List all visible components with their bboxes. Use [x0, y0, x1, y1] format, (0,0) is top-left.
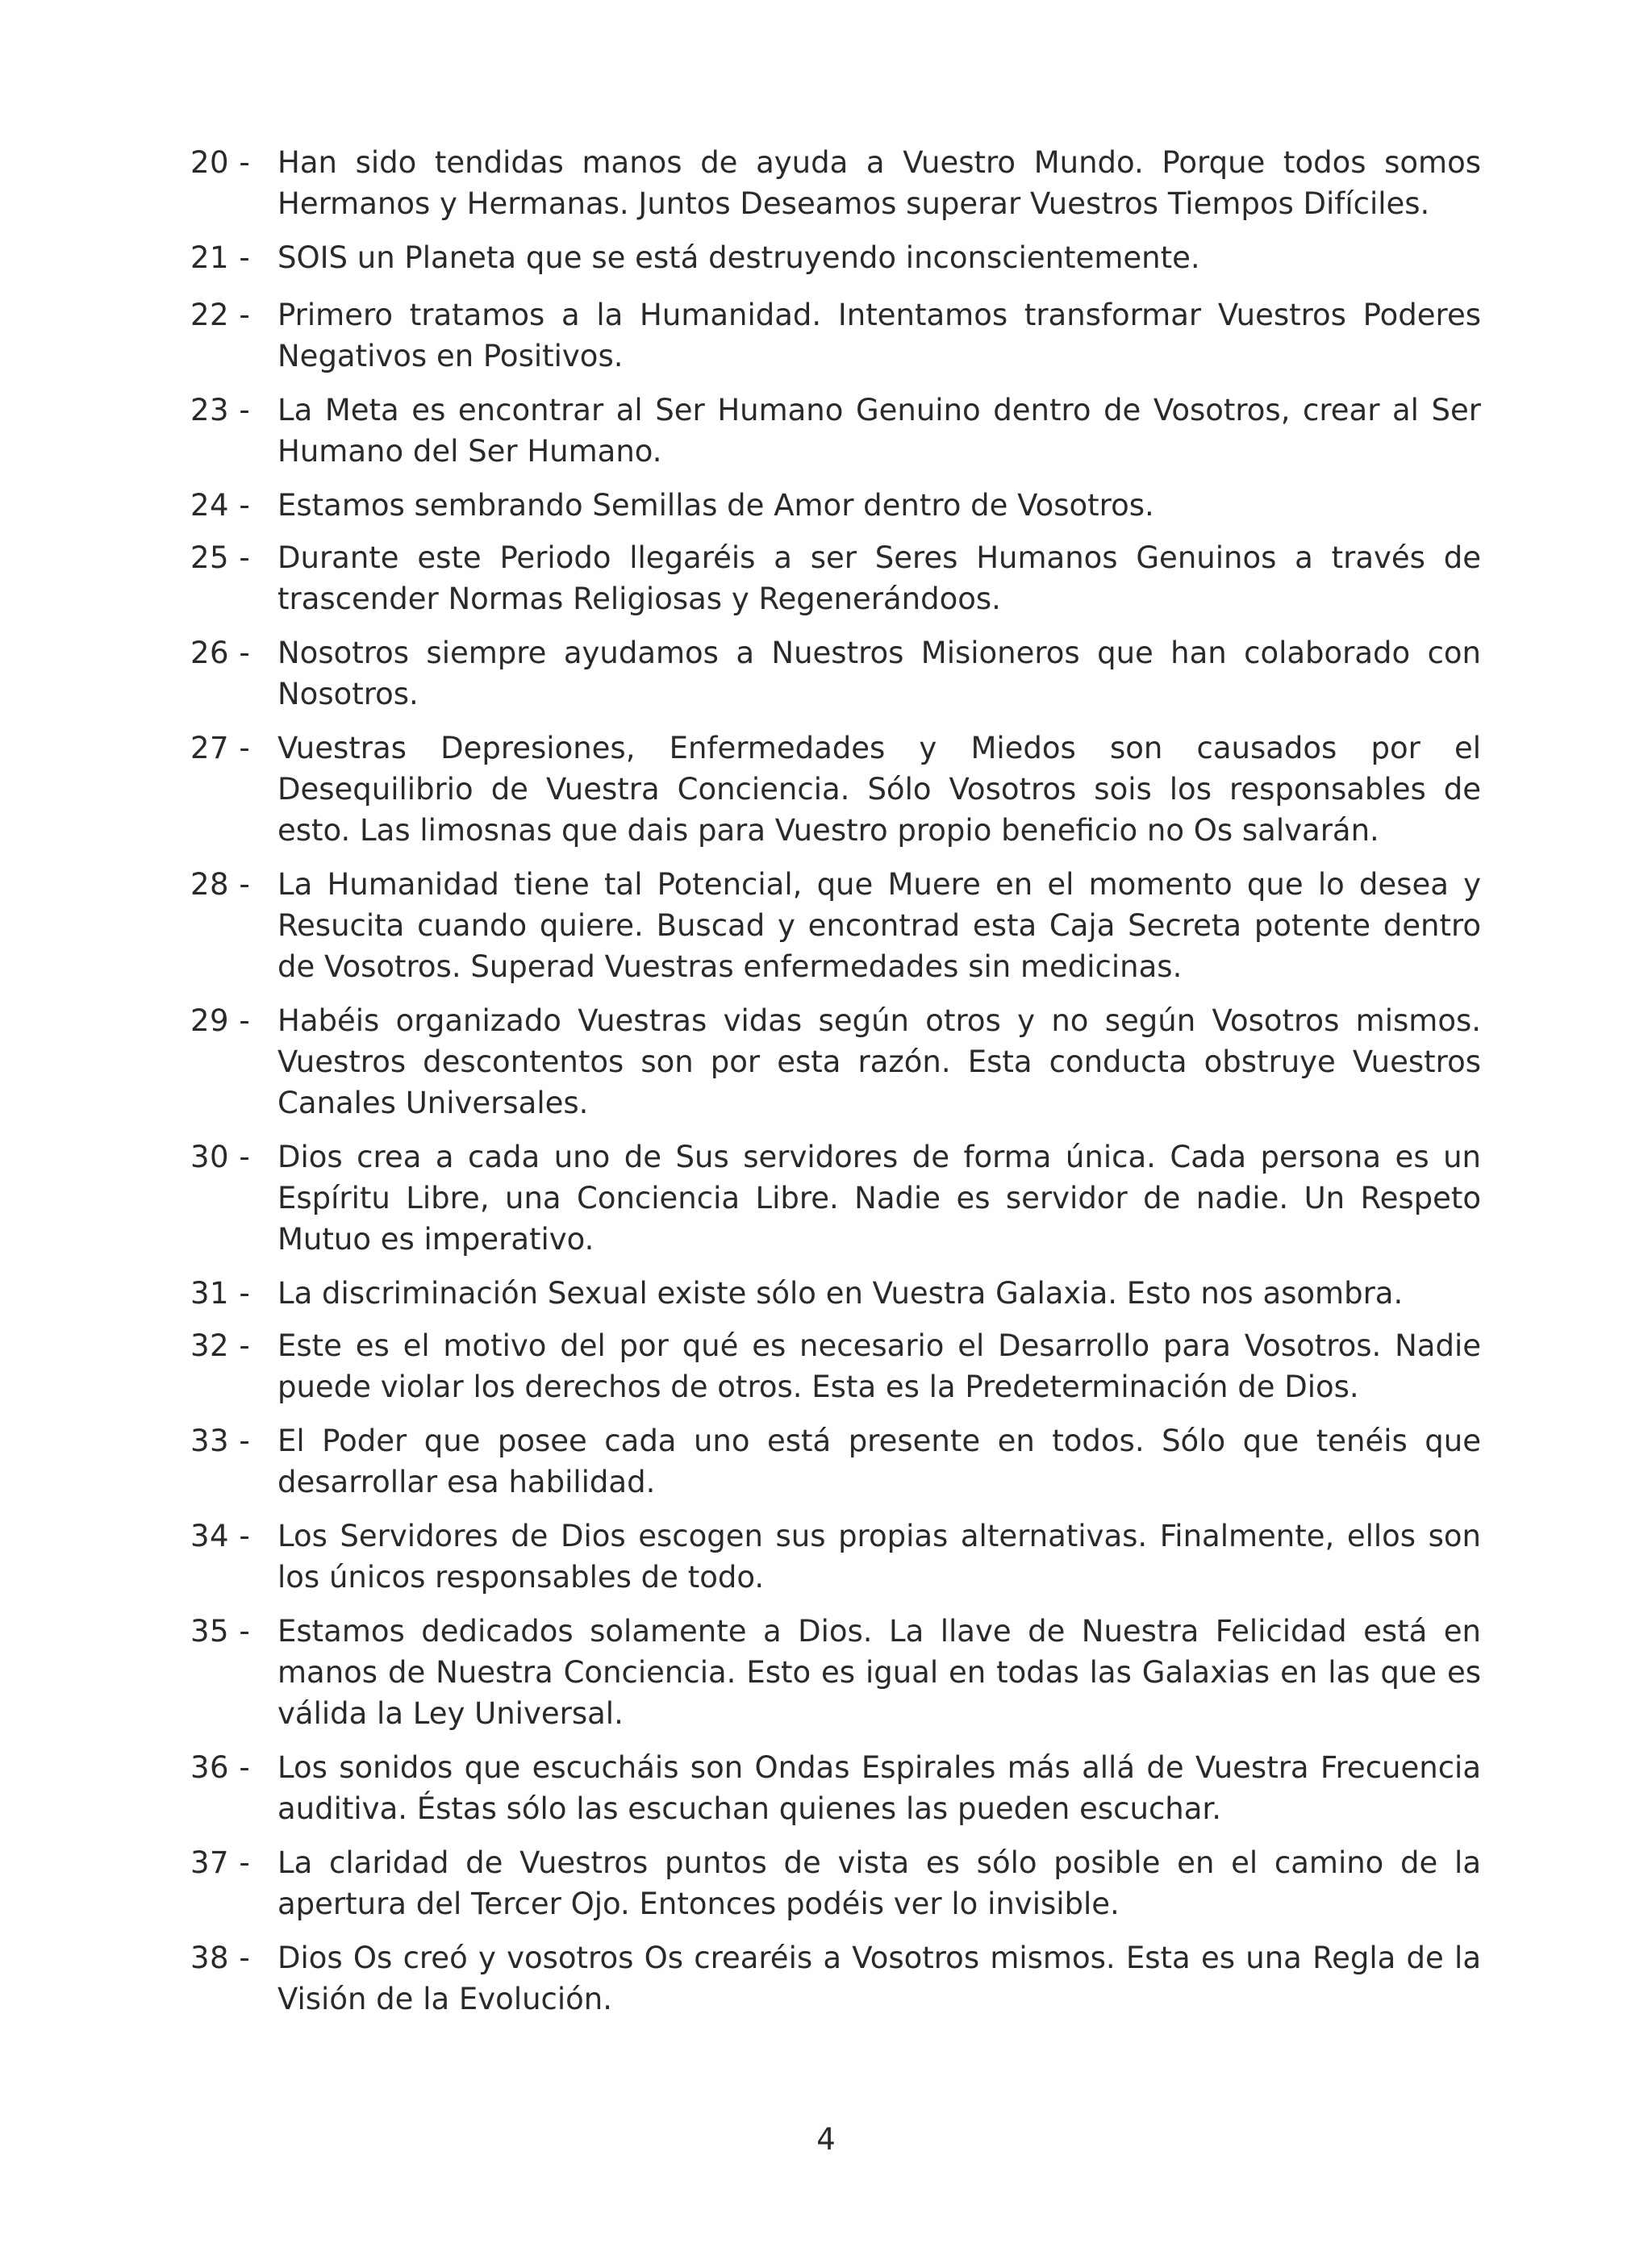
- item-number: 22 -: [190, 298, 251, 332]
- list-item: [190, 728, 1481, 851]
- item-text: Nosotros siempre ayudamos a Nuestros Misioneros que han colaborado con Nosotros.: [277, 636, 1481, 711]
- item-number: 32 -: [190, 1328, 251, 1363]
- item-text: Han sido tendidas manos de ayuda a Vuestro Mundo. Porque todos somos Hermanos y Hermanas. Juntos Deseamos superar Vuestros Tiempos Difíciles.: [277, 145, 1481, 221]
- list-item: [190, 1000, 1481, 1124]
- item-text: Primero tratamos a la Humanidad. Intentamos transformar Vuestros Poderes Negativos en Positivos.: [277, 298, 1481, 373]
- item-number: 30 -: [190, 1140, 251, 1174]
- item-number: 31 -: [190, 1276, 251, 1311]
- item-text: SOIS un Planeta que se está destruyendo inconscientemente.: [277, 240, 1200, 275]
- item-text: Este es el motivo del por qué es necesario el Desarrollo para Vosotros. Nadie puede violar los derechos de otros. Esta es la Predeterminación de Dios.: [277, 1328, 1481, 1404]
- item-number: 33 -: [190, 1424, 251, 1458]
- list-item: [190, 237, 1481, 278]
- item-number: 37 -: [190, 1845, 251, 1880]
- item-text: Los Servidores de Dios escogen sus propias alternativas. Finalmente, ellos son los únicos responsables de todo.: [277, 1519, 1481, 1595]
- item-text: Estamos sembrando Semillas de Amor dentro de Vosotros.: [277, 488, 1154, 523]
- item-text: La Meta es encontrar al Ser Humano Genuino dentro de Vosotros, crear al Ser Humano del Ser Humano.: [277, 393, 1481, 469]
- list-item: [190, 142, 1481, 224]
- list-item: [190, 1420, 1481, 1503]
- item-text: Durante este Periodo llegaréis a ser Seres Humanos Genuinos a través de trascender Normas Religiosas y Regenerándoos.: [277, 540, 1481, 616]
- list-item: [190, 485, 1481, 526]
- item-number: 29 -: [190, 1003, 251, 1038]
- item-number: 26 -: [190, 636, 251, 670]
- item-text: Dios crea a cada uno de Sus servidores de forma única. Cada persona es un Espíritu Libre, una Conciencia Libre. Nadie es servidor de nadie. Un Respeto Mutuo es imperativo.: [277, 1140, 1481, 1257]
- item-text: Los sonidos que escucháis son Ondas Espirales más allá de Vuestra Frecuencia auditiva. Éstas sólo las escuchan quienes las pueden escuchar.: [277, 1750, 1481, 1826]
- list-item: [190, 1516, 1481, 1598]
- item-number: 20 -: [190, 145, 251, 180]
- item-text: Estamos dedicados solamente a Dios. La llave de Nuestra Felicidad está en manos de Nuestra Conciencia. Esto es igual en todas las Galaxias en las que es válida la Ley Universal.: [277, 1614, 1481, 1731]
- item-number: 21 -: [190, 240, 251, 275]
- numbered-list: [190, 142, 1481, 2020]
- list-item: [190, 390, 1481, 472]
- item-text: La Humanidad tiene tal Potencial, que Muere en el momento que lo desea y Resucita cuando quiere. Buscad y encontrad esta Caja Secreta potente dentro de Vosotros. Superad Vuestras enfermedades sin medicinas.: [277, 867, 1481, 984]
- item-number: 27 -: [190, 731, 251, 765]
- list-item: [190, 294, 1481, 377]
- list-item: [190, 1842, 1481, 1924]
- list-item: [190, 1136, 1481, 1260]
- item-number: 25 -: [190, 540, 251, 575]
- item-number: 38 -: [190, 1941, 251, 1975]
- list-item: [190, 537, 1481, 619]
- item-number: 34 -: [190, 1519, 251, 1553]
- list-item: [190, 864, 1481, 987]
- item-text: Habéis organizado Vuestras vidas según otros y no según Vosotros mismos. Vuestros descontentos son por esta razón. Esta conducta obstruye Vuestros Canales Universales.: [277, 1003, 1481, 1120]
- item-number: 24 -: [190, 488, 251, 523]
- list-item: [190, 1937, 1481, 2020]
- list-item: [190, 1325, 1481, 1407]
- page-number: 4: [816, 2122, 836, 2157]
- list-item: [190, 1273, 1481, 1314]
- item-text: Dios Os creó y vosotros Os crearéis a Vosotros mismos. Esta es una Regla de la Visión de la Evolución.: [277, 1941, 1481, 2016]
- item-text: El Poder que posee cada uno está presente en todos. Sólo que tenéis que desarrollar esa habilidad.: [277, 1424, 1481, 1499]
- list-item: [190, 632, 1481, 715]
- item-text: La discriminación Sexual existe sólo en Vuestra Galaxia. Esto nos asombra.: [277, 1276, 1404, 1311]
- item-number: 36 -: [190, 1750, 251, 1785]
- item-number: 28 -: [190, 867, 251, 902]
- item-number: 23 -: [190, 393, 251, 427]
- item-number: 35 -: [190, 1614, 251, 1649]
- list-item: [190, 1747, 1481, 1829]
- item-text: La claridad de Vuestros puntos de vista es sólo posible en el camino de la apertura del Tercer Ojo. Entonces podéis ver lo invisible.: [277, 1845, 1481, 1921]
- item-text: Vuestras Depresiones, Enfermedades y Miedos son causados por el Desequilibrio de Vuestra Conciencia. Sólo Vosotros sois los responsables de esto. Las limosnas que dais para Vuestro propio beneficio no Os salvarán.: [277, 731, 1481, 848]
- list-item: [190, 1611, 1481, 1734]
